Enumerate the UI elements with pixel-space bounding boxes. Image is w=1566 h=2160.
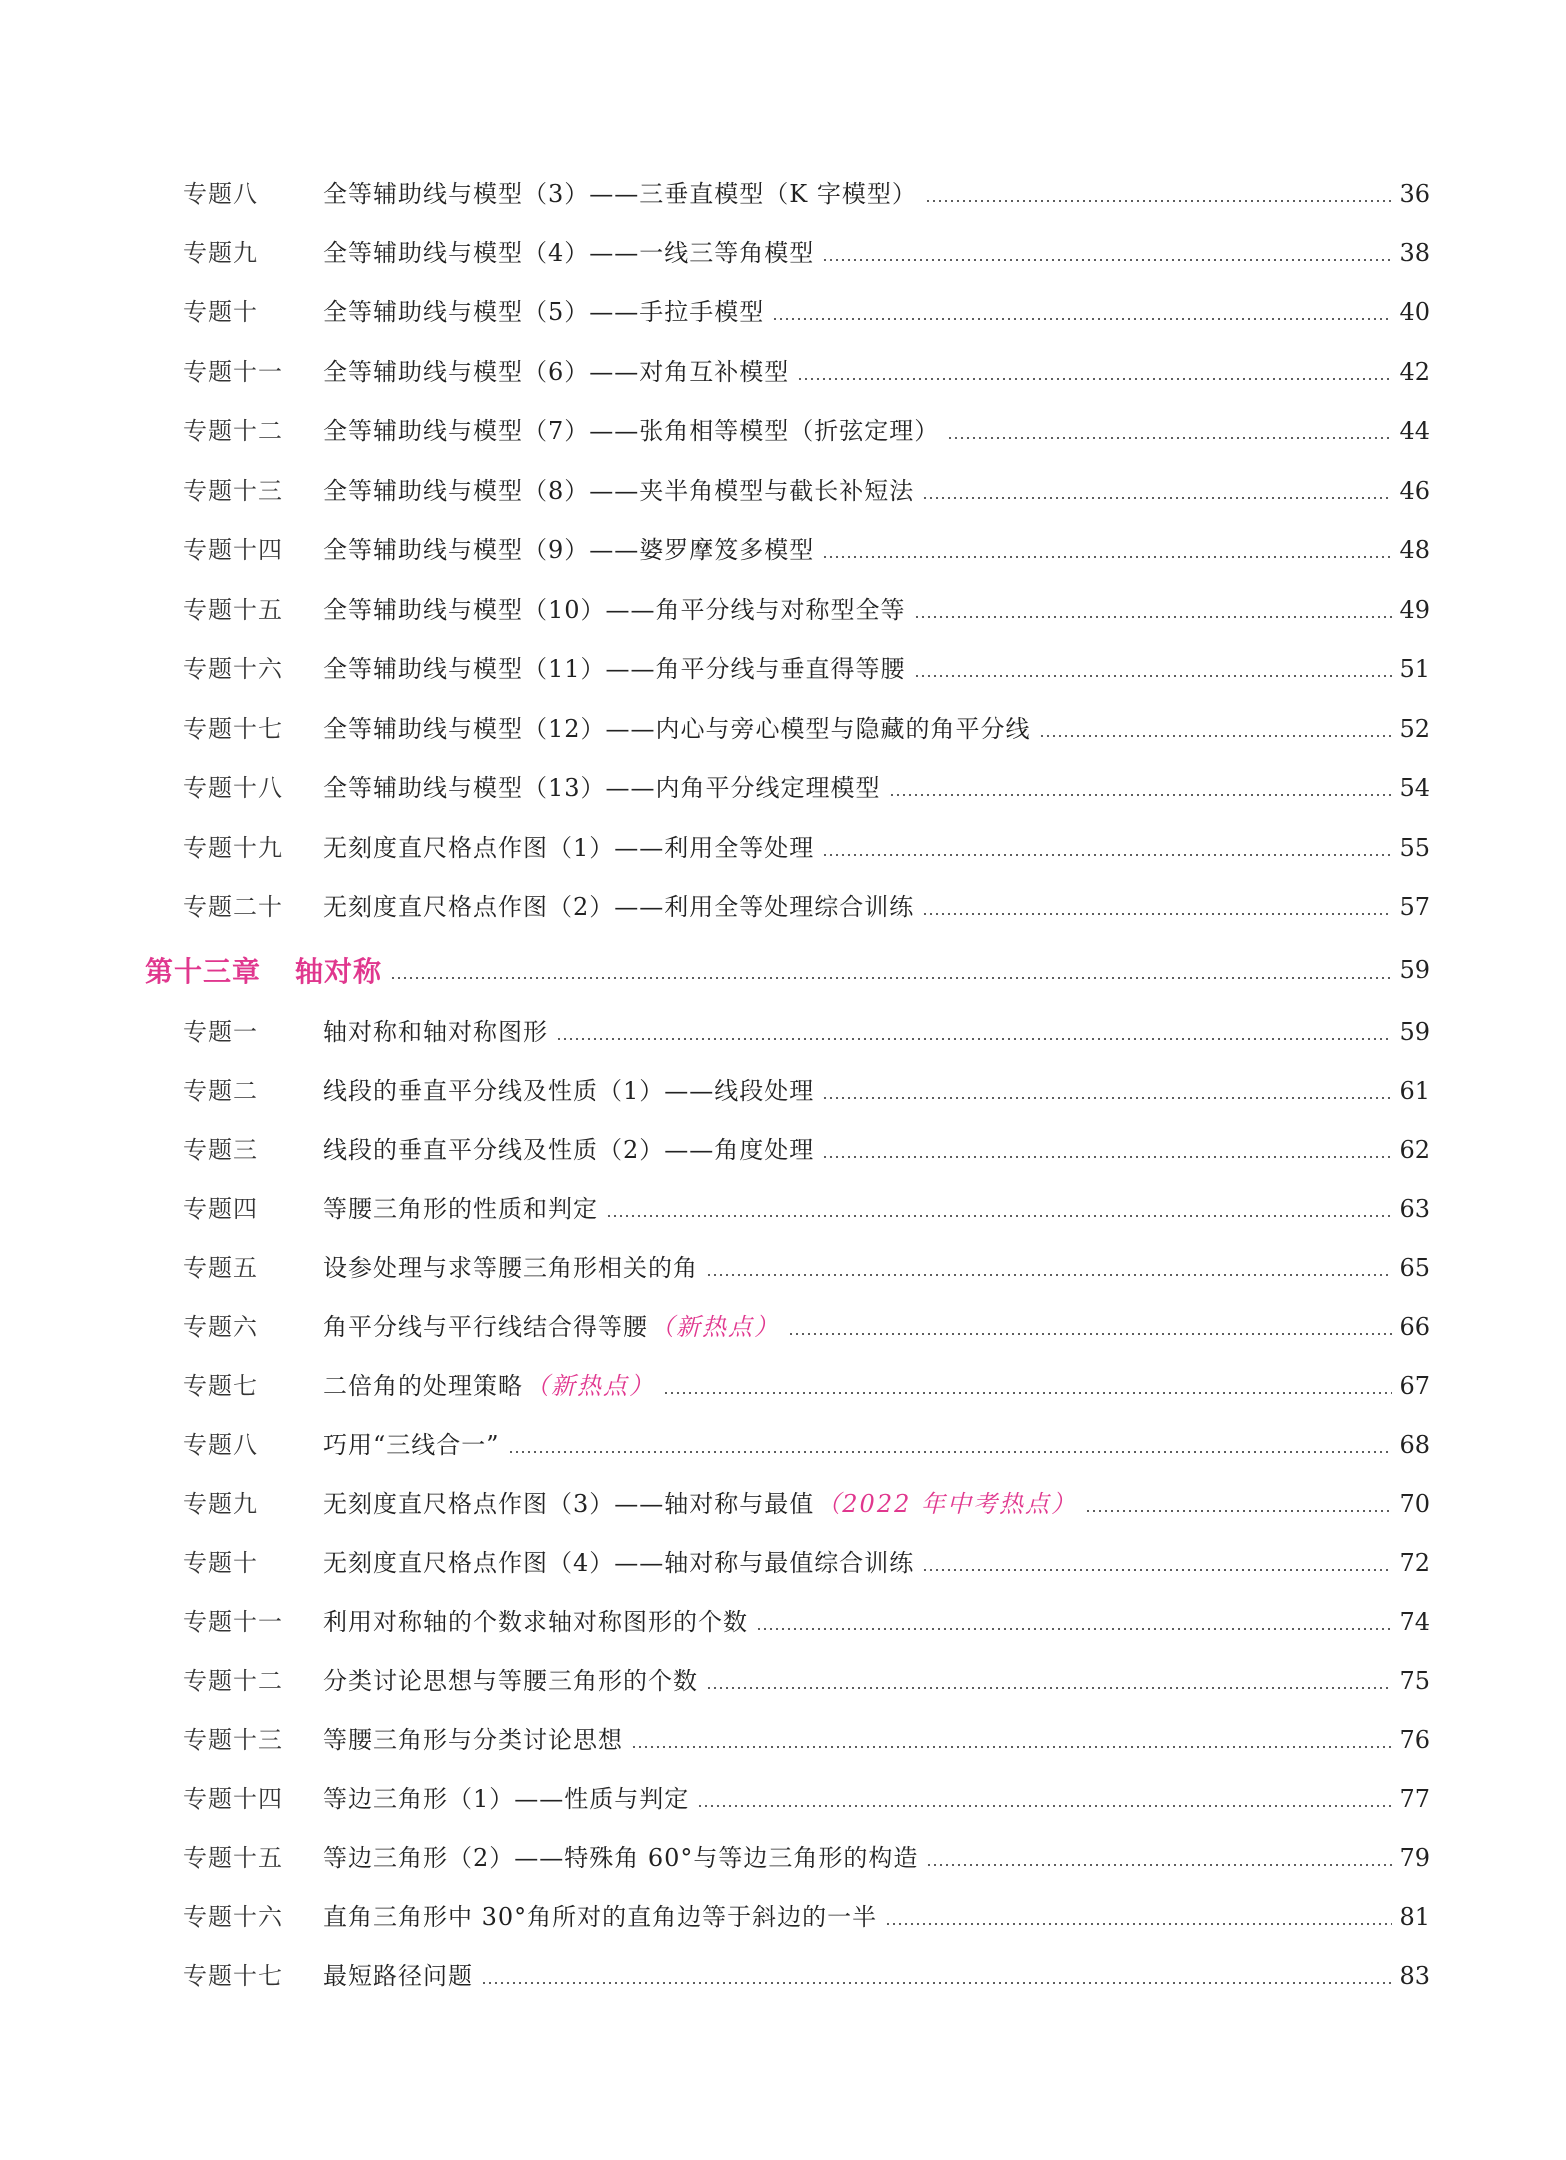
- entry-title: 巧用“三线合一”: [323, 1431, 500, 1459]
- entry-label: 专题九: [183, 1490, 258, 1518]
- toc-entry[interactable]: [183, 828, 1430, 868]
- entry-label: 专题十七: [183, 715, 283, 743]
- entry-title: 全等辅助线与模型（5）——手拉手模型: [323, 298, 765, 326]
- entry-page-number: 54: [1399, 774, 1430, 802]
- toc-entry[interactable]: [183, 1897, 1430, 1937]
- chapter-label: 第十三章: [145, 955, 262, 988]
- toc-entry[interactable]: [183, 1130, 1430, 1170]
- entry-label: 专题十一: [183, 1608, 283, 1636]
- dot-leader: [481, 1982, 1392, 1984]
- entry-page-number: 72: [1399, 1549, 1430, 1577]
- dot-leader: [1039, 735, 1392, 737]
- dot-leader: [922, 1569, 1392, 1571]
- dot-leader: [914, 675, 1392, 677]
- dot-leader: [914, 616, 1392, 618]
- entry-page-number: 49: [1399, 596, 1430, 624]
- dot-leader: [606, 1215, 1392, 1217]
- toc-entry[interactable]: [183, 352, 1430, 392]
- entry-label: 专题九: [183, 239, 258, 267]
- toc-entry[interactable]: [183, 1602, 1430, 1642]
- entry-label: 专题六: [183, 1313, 258, 1341]
- entry-label: 专题十五: [183, 596, 283, 624]
- entry-title: 设参处理与求等腰三角形相关的角: [323, 1254, 698, 1282]
- dot-leader: [885, 1923, 1392, 1925]
- dot-leader: [947, 437, 1392, 439]
- toc-entry[interactable]: [183, 1425, 1430, 1465]
- entry-title: 无刻度直尺格点作图（1）——利用全等处理: [323, 834, 815, 862]
- toc-entry[interactable]: [183, 1838, 1430, 1878]
- entry-title: 轴对称和轴对称图形: [323, 1018, 548, 1046]
- entry-page-number: 55: [1399, 834, 1430, 862]
- hot-topic-tag: （2022 年中考热点）: [816, 1490, 1077, 1518]
- entry-title: 利用对称轴的个数求轴对称图形的个数: [323, 1608, 748, 1636]
- dot-leader: [922, 913, 1392, 915]
- entry-page-number: 38: [1399, 239, 1430, 267]
- entry-page-number: 48: [1399, 536, 1430, 564]
- dot-leader: [822, 556, 1392, 558]
- entry-title: 无刻度直尺格点作图（2）——利用全等处理综合训练: [323, 893, 915, 921]
- toc-entry[interactable]: [183, 292, 1430, 332]
- toc-entry[interactable]: [183, 1071, 1430, 1111]
- toc-entry[interactable]: [183, 233, 1430, 273]
- entry-page-number: 63: [1399, 1195, 1430, 1223]
- entry-title: 等边三角形（2）——特殊角 60°与等边三角形的构造: [323, 1844, 919, 1872]
- entry-page-number: 83: [1399, 1962, 1430, 1990]
- entry-page-number: 68: [1399, 1431, 1430, 1459]
- hot-topic-tag: （新热点）: [650, 1313, 780, 1341]
- entry-title: 全等辅助线与模型（9）——婆罗摩笈多模型: [323, 536, 815, 564]
- dot-leader: [706, 1687, 1392, 1689]
- entry-page-number: 75: [1399, 1667, 1430, 1695]
- toc-entry[interactable]: [183, 1248, 1430, 1288]
- entry-label: 专题十七: [183, 1962, 283, 1990]
- dot-leader: [889, 794, 1392, 796]
- entry-label: 专题十一: [183, 358, 283, 386]
- toc-entry[interactable]: [183, 649, 1430, 689]
- entry-title: 无刻度直尺格点作图（3）——轴对称与最值: [323, 1490, 815, 1518]
- chapter-heading[interactable]: [145, 948, 1430, 992]
- toc-entry[interactable]: [183, 768, 1430, 808]
- hot-topic-tag: （新热点）: [525, 1372, 655, 1400]
- entry-page-number: 52: [1399, 715, 1430, 743]
- entry-label: 专题十六: [183, 655, 283, 683]
- toc-entry[interactable]: [183, 1366, 1430, 1406]
- entry-page-number: 65: [1399, 1254, 1430, 1282]
- toc-entry[interactable]: [183, 1543, 1430, 1583]
- entry-title: 无刻度直尺格点作图（4）——轴对称与最值综合训练: [323, 1549, 915, 1577]
- entry-title: 全等辅助线与模型（12）——内心与旁心模型与隐藏的角平分线: [323, 715, 1031, 743]
- dot-leader: [1085, 1510, 1392, 1512]
- toc-entry[interactable]: [183, 887, 1430, 927]
- entry-title: 分类讨论思想与等腰三角形的个数: [323, 1667, 698, 1695]
- entry-label: 专题一: [183, 1018, 258, 1046]
- entry-title: 等腰三角形与分类讨论思想: [323, 1726, 623, 1754]
- entry-title: 最短路径问题: [323, 1962, 473, 1990]
- entry-page-number: 59: [1399, 1018, 1430, 1046]
- toc-entry[interactable]: [183, 174, 1430, 214]
- toc-entry[interactable]: [183, 1956, 1430, 1996]
- entry-title: 全等辅助线与模型（8）——夹半角模型与截长补短法: [323, 477, 915, 505]
- toc-entry[interactable]: [183, 709, 1430, 749]
- entry-page-number: 81: [1399, 1903, 1430, 1931]
- toc-entry[interactable]: [183, 1189, 1430, 1229]
- dot-leader: [922, 497, 1392, 499]
- dot-leader: [822, 1156, 1392, 1158]
- entry-label: 专题十: [183, 298, 258, 326]
- dot-leader: [508, 1451, 1392, 1453]
- entry-label: 专题十二: [183, 1667, 283, 1695]
- toc-entry[interactable]: [183, 1484, 1430, 1524]
- dot-leader: [772, 318, 1392, 320]
- entry-page-number: 62: [1399, 1136, 1430, 1164]
- entry-label: 专题十六: [183, 1903, 283, 1931]
- chapter-page-number: 59: [1399, 956, 1430, 984]
- entry-page-number: 57: [1399, 893, 1430, 921]
- entry-page-number: 74: [1399, 1608, 1430, 1636]
- toc-entry[interactable]: [183, 1661, 1430, 1701]
- entry-page-number: 79: [1399, 1844, 1430, 1872]
- dot-leader: [631, 1746, 1392, 1748]
- entry-label: 专题二十: [183, 893, 283, 921]
- dot-leader: [556, 1038, 1392, 1040]
- entry-page-number: 70: [1399, 1490, 1430, 1518]
- entry-page-number: 76: [1399, 1726, 1430, 1754]
- entry-page-number: 61: [1399, 1077, 1430, 1105]
- entry-title: 全等辅助线与模型（6）——对角互补模型: [323, 358, 790, 386]
- toc-entry[interactable]: [183, 411, 1430, 451]
- entry-label: 专题八: [183, 1431, 258, 1459]
- toc-entry[interactable]: [183, 471, 1430, 511]
- toc-entry[interactable]: [183, 1779, 1430, 1819]
- toc-entry[interactable]: [183, 530, 1430, 570]
- entry-title: 线段的垂直平分线及性质（1）——线段处理: [323, 1077, 815, 1105]
- entry-page-number: 66: [1399, 1313, 1430, 1341]
- entry-label: 专题四: [183, 1195, 258, 1223]
- entry-title: 全等辅助线与模型（4）——一线三等角模型: [323, 239, 815, 267]
- entry-title: 线段的垂直平分线及性质（2）——角度处理: [323, 1136, 815, 1164]
- entry-page-number: 40: [1399, 298, 1430, 326]
- entry-title: 全等辅助线与模型（13）——内角平分线定理模型: [323, 774, 881, 802]
- entry-page-number: 42: [1399, 358, 1430, 386]
- entry-title: 全等辅助线与模型（7）——张角相等模型（折弦定理）: [323, 417, 940, 445]
- entry-page-number: 77: [1399, 1785, 1430, 1813]
- dot-leader: [822, 1097, 1392, 1099]
- entry-title: 全等辅助线与模型（3）——三垂直模型（K 字模型）: [323, 180, 917, 208]
- toc-entry[interactable]: [183, 590, 1430, 630]
- dot-leader: [788, 1333, 1392, 1335]
- dot-leader: [697, 1805, 1392, 1807]
- entry-title: 全等辅助线与模型（11）——角平分线与垂直得等腰: [323, 655, 906, 683]
- dot-leader: [925, 200, 1392, 202]
- entry-label: 专题十: [183, 1549, 258, 1577]
- entry-label: 专题十四: [183, 1785, 283, 1813]
- entry-page-number: 36: [1399, 180, 1430, 208]
- dot-leader: [663, 1392, 1392, 1394]
- dot-leader: [797, 378, 1392, 380]
- entry-label: 专题七: [183, 1372, 258, 1400]
- entry-page-number: 46: [1399, 477, 1430, 505]
- entry-label: 专题五: [183, 1254, 258, 1282]
- dot-leader: [756, 1628, 1392, 1630]
- entry-title: 二倍角的处理策略: [323, 1372, 523, 1400]
- entry-page-number: 67: [1399, 1372, 1430, 1400]
- entry-label: 专题十三: [183, 1726, 283, 1754]
- toc-entry[interactable]: [183, 1012, 1430, 1052]
- entry-page-number: 44: [1399, 417, 1430, 445]
- dot-leader: [706, 1274, 1392, 1276]
- toc-entry[interactable]: [183, 1720, 1430, 1760]
- entry-label: 专题二: [183, 1077, 258, 1105]
- dot-leader: [926, 1864, 1392, 1866]
- entry-label: 专题十三: [183, 477, 283, 505]
- entry-page-number: 51: [1399, 655, 1430, 683]
- entry-label: 专题十八: [183, 774, 283, 802]
- entry-title: 全等辅助线与模型（10）——角平分线与对称型全等: [323, 596, 906, 624]
- entry-title: 等腰三角形的性质和判定: [323, 1195, 598, 1223]
- entry-title: 直角三角形中 30°角所对的直角边等于斜边的一半: [323, 1903, 878, 1931]
- dot-leader: [822, 854, 1392, 856]
- entry-label: 专题八: [183, 180, 258, 208]
- entry-title: 角平分线与平行线结合得等腰: [323, 1313, 648, 1341]
- chapter-title: 轴对称: [295, 955, 383, 988]
- entry-label: 专题三: [183, 1136, 258, 1164]
- entry-label: 专题十五: [183, 1844, 283, 1872]
- entry-title: 等边三角形（1）——性质与判定: [323, 1785, 690, 1813]
- entry-label: 专题十九: [183, 834, 283, 862]
- dot-leader: [390, 977, 1392, 979]
- entry-label: 专题十二: [183, 417, 283, 445]
- entry-label: 专题十四: [183, 536, 283, 564]
- toc-entry[interactable]: [183, 1307, 1430, 1347]
- dot-leader: [822, 259, 1392, 261]
